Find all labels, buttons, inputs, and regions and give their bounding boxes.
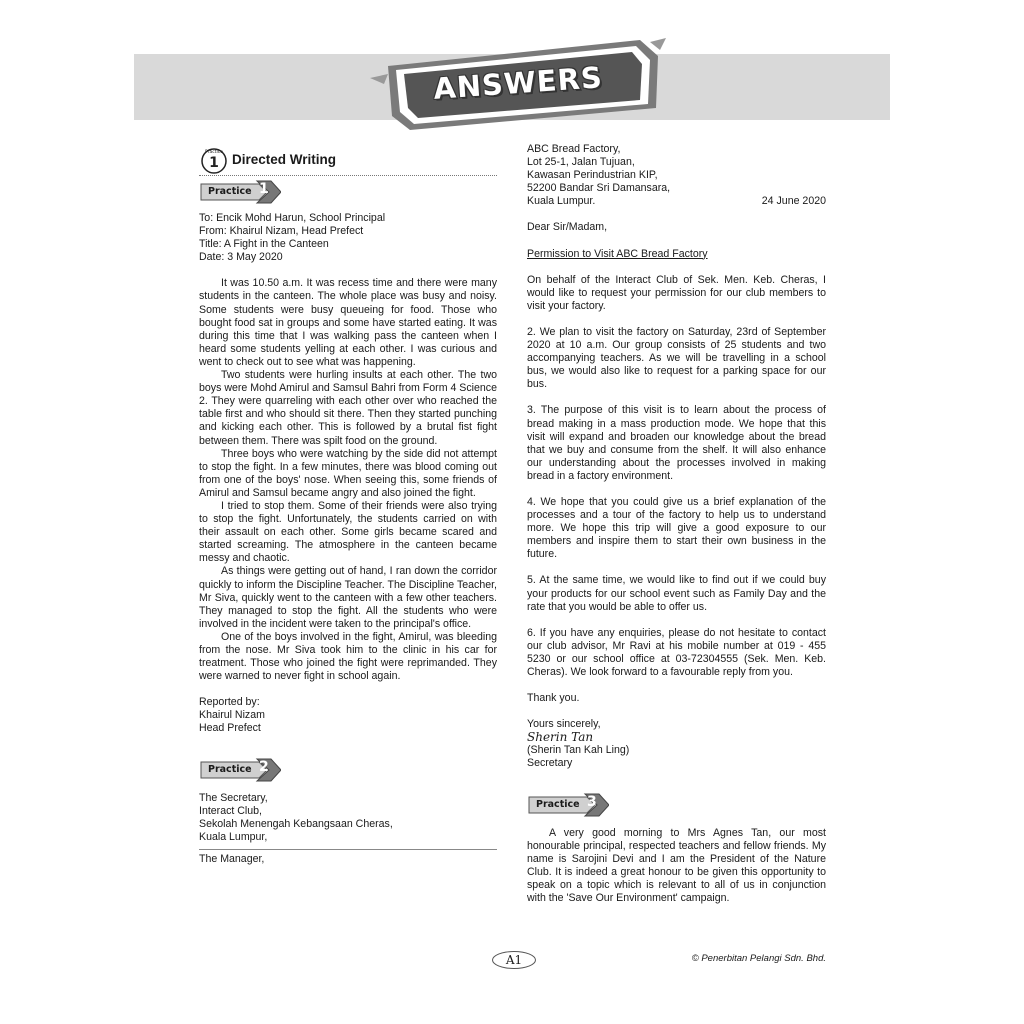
- section-heading: [199, 146, 497, 174]
- practice-1-label: Practice: [208, 186, 252, 197]
- signer-full-name: (Sherin Tan Kah Ling): [527, 744, 630, 757]
- memo-title: Title: A Fight in the Canteen: [199, 238, 329, 251]
- column-rule: [199, 849, 497, 850]
- sender-address-line: Kuala Lumpur,: [199, 830, 268, 843]
- recipient-address-line: Kawasan Perindustrian KIP,: [527, 169, 658, 182]
- practice-2-tag: [199, 758, 281, 782]
- signer-role: Secretary: [527, 757, 573, 770]
- reporter-name: Khairul Nizam: [199, 709, 265, 722]
- section-divider: [199, 175, 497, 176]
- section-title: Directed Writing: [232, 152, 337, 168]
- practice-badge-icon: [199, 146, 229, 174]
- practice-2-number: 2: [259, 758, 269, 775]
- reported-by-label: Reported by:: [199, 696, 260, 709]
- section-number: 1: [209, 155, 219, 171]
- page-number: A1: [492, 951, 536, 969]
- practice-3-tag: [527, 793, 609, 817]
- letter-date: 24 June 2020: [761, 195, 826, 208]
- letter-paragraph: 3. The purpose of this visit is to learn about the process of bread making in a mass production mode. We hope that this visit will expand and broaden our knowledge about the bread that we buy and consume from the shelf. It will also enhance our understanding about the processes involved in making bread in a factory environment.: [527, 404, 826, 482]
- recipient-address-line: Lot 25-1, Jalan Tujuan,: [527, 156, 635, 169]
- reporter-role: Head Prefect: [199, 722, 261, 735]
- sender-address-line: Sekolah Menengah Kebangsaan Cheras,: [199, 817, 393, 830]
- practice-3-label: Practice: [536, 798, 580, 810]
- recipient-address-line: ABC Bread Factory,: [527, 143, 621, 155]
- letter-paragraph: 5. At the same time, we would like to find out if we could buy your products for our school event such as Family Day and the rate that you would be able to offer us.: [527, 574, 826, 613]
- sender-address-line: Interact Club,: [199, 804, 263, 817]
- report-paragraph: Three boys who were watching by the side did not attempt to stop the fight. In a few minutes, there was blood coming out from one of the boys' nose. When seeing this, some friends of Amirul and Samsul became angry and also joined the fight.: [199, 447, 497, 499]
- letter-paragraph: 2. We plan to visit the factory on Saturday, 23rd of September 2020 at 10 a.m. Our group consists of 25 students and two accompanying teachers. As we will be travelling in a school bus, we would also like to request for a parking space for our bus.: [527, 325, 826, 391]
- left-column: [199, 146, 497, 866]
- letter-paragraph: On behalf of the Interact Club of Sek. Men. Keb. Cheras, I would like to request your permission for our club members to visit your factory.: [527, 273, 826, 312]
- sender-address-line: The Secretary,: [199, 791, 268, 804]
- letter-paragraph: 6. If you have any enquiries, please do not hesitate to contact our club advisor, Mr Ravi at his mobile number at 019 - 455 5230 or our school office at 03-72304555 (Sek. Men. Keb. Cheras). We look forward to a favourable reply from you.: [527, 626, 826, 678]
- salutation: Dear Sir/Madam,: [527, 221, 608, 234]
- banner-title: ANSWERS: [432, 60, 604, 106]
- letter-subject: Permission to Visit ABC Bread Factory: [527, 247, 708, 260]
- recipient-title: The Manager,: [199, 852, 265, 865]
- practice-3-number: 3: [587, 793, 597, 810]
- report-paragraph: It was 10.50 a.m. It was recess time and there were many students in the canteen. The whole place was busy and noisy. Some students were busy queueing for food. Those who bought food sat in groups and some have started eating. It was during this time that I was walking pass the canteen when I heard some students yelling at each other. I was curious and went to check out to see what was happening.: [199, 277, 497, 368]
- thanks-line: Thank you.: [527, 692, 580, 705]
- report-paragraph: I tried to stop them. Some of their friends were also trying to stop the fight. Unfortunately, the students carried on with their assault on each other. Some girls became scared and started screaming. The atmosphere in the canteen became messy and chaotic.: [199, 499, 497, 565]
- right-column: [527, 143, 826, 905]
- section-icon-caption: Practice: [205, 150, 223, 155]
- practice-1-number: 1: [259, 181, 269, 197]
- report-paragraph: As things were getting out of hand, I ran down the corridor quickly to inform the Discipline Teacher. The Discipline Teacher, Mr Siva, quickly went to the canteen with a few other teachers. They managed to stop the fight. All the students who were involved in the incident were taken to the principal's office.: [199, 565, 497, 630]
- memo-from: From: Khairul Nizam, Head Prefect: [199, 225, 364, 238]
- practice-2-label: Practice: [208, 763, 252, 775]
- report-paragraph: One of the boys involved in the fight, Amirul, was bleeding from the nose. Mr Siva took him to the clinic in his car for treatment. Those who joined the fight were reprimanded. They were warned to never fight in school again.: [199, 630, 497, 683]
- recipient-address-line: 52200 Bandar Sri Damansara,: [527, 182, 671, 195]
- copyright-notice: © Penerbitan Pelangi Sdn. Bhd.: [691, 953, 826, 964]
- report-paragraph: Two students were hurling insults at each other. The two boys were Mohd Amirul and Samsul Bahri from Form 4 Science 2. They were quarreling with each other over who reached the table first and who should sit there. Then they started punching and kicking each other. This is followed by a brutal fist fight between them. There was spilt food on the ground.: [199, 369, 497, 447]
- closing-line: Yours sincerely,: [527, 718, 601, 731]
- recipient-city: Kuala Lumpur.: [527, 195, 596, 208]
- letter-paragraph: 4. We hope that you could give us a brief explanation of the processes and a tour of the factory to help us to understand more. We hope this trip will give a good exposure to our members and inspire them to start their own business in the future.: [527, 495, 826, 561]
- memo-date: Date: 3 May 2020: [199, 251, 283, 264]
- memo-to: To: Encik Mohd Harun, School Principal: [199, 212, 386, 224]
- practice-1-tag: [199, 180, 281, 204]
- speech-paragraph: A very good morning to Mrs Agnes Tan, our most honourable principal, respected teachers and fellow friends. My name is Sarojini Devi and I am the President of the Nature Club. It is indeed a great honour to be given this opportunity to speak on a topic which is relevant to all of us in conjunction with the 'Save Our Environment' campaign.: [527, 826, 826, 905]
- signature: Sherin Tan: [527, 730, 594, 745]
